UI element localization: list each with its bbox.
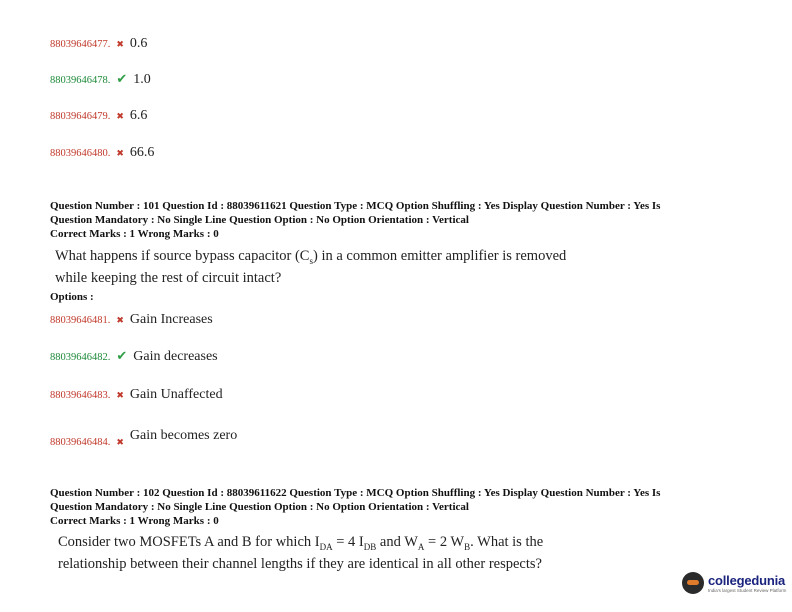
meta-line: Question Mandatory : No Single Line Question Option : No Option Orientation : Vertical <box>50 213 469 226</box>
question-text-part: and W <box>376 534 418 550</box>
option-text: Gain Unaffected <box>129 387 223 402</box>
wrong-mark-icon: ✖ <box>116 111 124 121</box>
question-text <box>58 534 658 573</box>
question-text-part: ) in a common emitter amplifier is removed <box>312 248 567 264</box>
meta-line: Question Number : 101 Question Id : 88039611621 Question Type : MCQ Option Shuffling : Yes Display Question Number : Yes Is <box>50 200 661 212</box>
check-mark-icon: ✔ <box>116 348 128 363</box>
option-id: 88039646481. <box>50 315 111 326</box>
option-text: Gain becomes zero <box>129 428 238 443</box>
option-id: 88039646479. <box>50 111 111 122</box>
meta-line: Question Mandatory : No Single Line Question Option : No Option Orientation : Vertical <box>50 500 469 513</box>
question-text <box>55 248 655 287</box>
option-text: Gain decreases <box>133 349 218 364</box>
option-id: 88039646477. <box>50 39 111 50</box>
marks-line: Correct Marks : 1 Wrong Marks : 0 <box>50 228 219 240</box>
question-subscript: DA <box>319 541 333 552</box>
question-subscript: A <box>417 541 425 552</box>
option-row <box>50 387 223 403</box>
option-text: 66.6 <box>129 145 155 160</box>
question-meta <box>50 487 750 529</box>
marks-line: Correct Marks : 1 Wrong Marks : 0 <box>50 515 219 527</box>
wrong-mark-icon: ✖ <box>116 148 124 158</box>
question-subscript: s <box>309 255 313 266</box>
option-text: 6.6 <box>129 108 148 123</box>
option-row <box>50 71 151 88</box>
option-id: 88039646482. <box>50 352 111 363</box>
logo-tagline: India's largest Student Review Platform <box>708 588 787 593</box>
question-text-part: . What is the <box>470 534 544 550</box>
option-text: 1.0 <box>133 72 151 87</box>
option-id: 88039646483. <box>50 390 111 401</box>
question-text-line: while keeping the rest of circuit intact? <box>55 269 282 286</box>
logo-name: collegedunia <box>708 573 786 588</box>
option-id: 88039646480. <box>50 148 111 159</box>
wrong-mark-icon: ✖ <box>116 390 124 400</box>
question-text-line: relationship between their channel lengths if they are identical in all other respects? <box>58 555 542 572</box>
option-id: 88039646484. <box>50 437 111 448</box>
question-meta <box>50 200 750 242</box>
wrong-mark-icon: ✖ <box>116 437 124 447</box>
option-row <box>50 108 147 124</box>
option-row <box>50 312 213 328</box>
question-subscript: DB <box>363 541 377 552</box>
meta-line: Question Number : 102 Question Id : 88039611622 Question Type : MCQ Option Shuffling : Yes Display Question Number : Yes Is <box>50 487 661 499</box>
logo-mascot-icon <box>682 572 704 594</box>
option-row <box>50 428 238 448</box>
question-subscript: B <box>464 541 471 552</box>
question-text-part: = 4 I <box>332 534 364 550</box>
question-text-part: = 2 W <box>424 534 465 550</box>
wrong-mark-icon: ✖ <box>116 39 124 49</box>
question-text-part: Consider two MOSFETs A and B for which I <box>58 534 320 550</box>
option-text: 0.6 <box>129 36 148 51</box>
question-text-part: What happens if source bypass capacitor (C <box>55 248 310 264</box>
option-row <box>50 36 147 52</box>
collegedunia-logo <box>682 572 786 594</box>
check-mark-icon: ✔ <box>116 71 128 86</box>
option-row <box>50 145 154 161</box>
options-label: Options : <box>50 291 94 303</box>
option-id: 88039646478. <box>50 75 111 86</box>
wrong-mark-icon: ✖ <box>116 315 124 325</box>
option-row <box>50 348 218 365</box>
option-text: Gain Increases <box>129 312 213 327</box>
